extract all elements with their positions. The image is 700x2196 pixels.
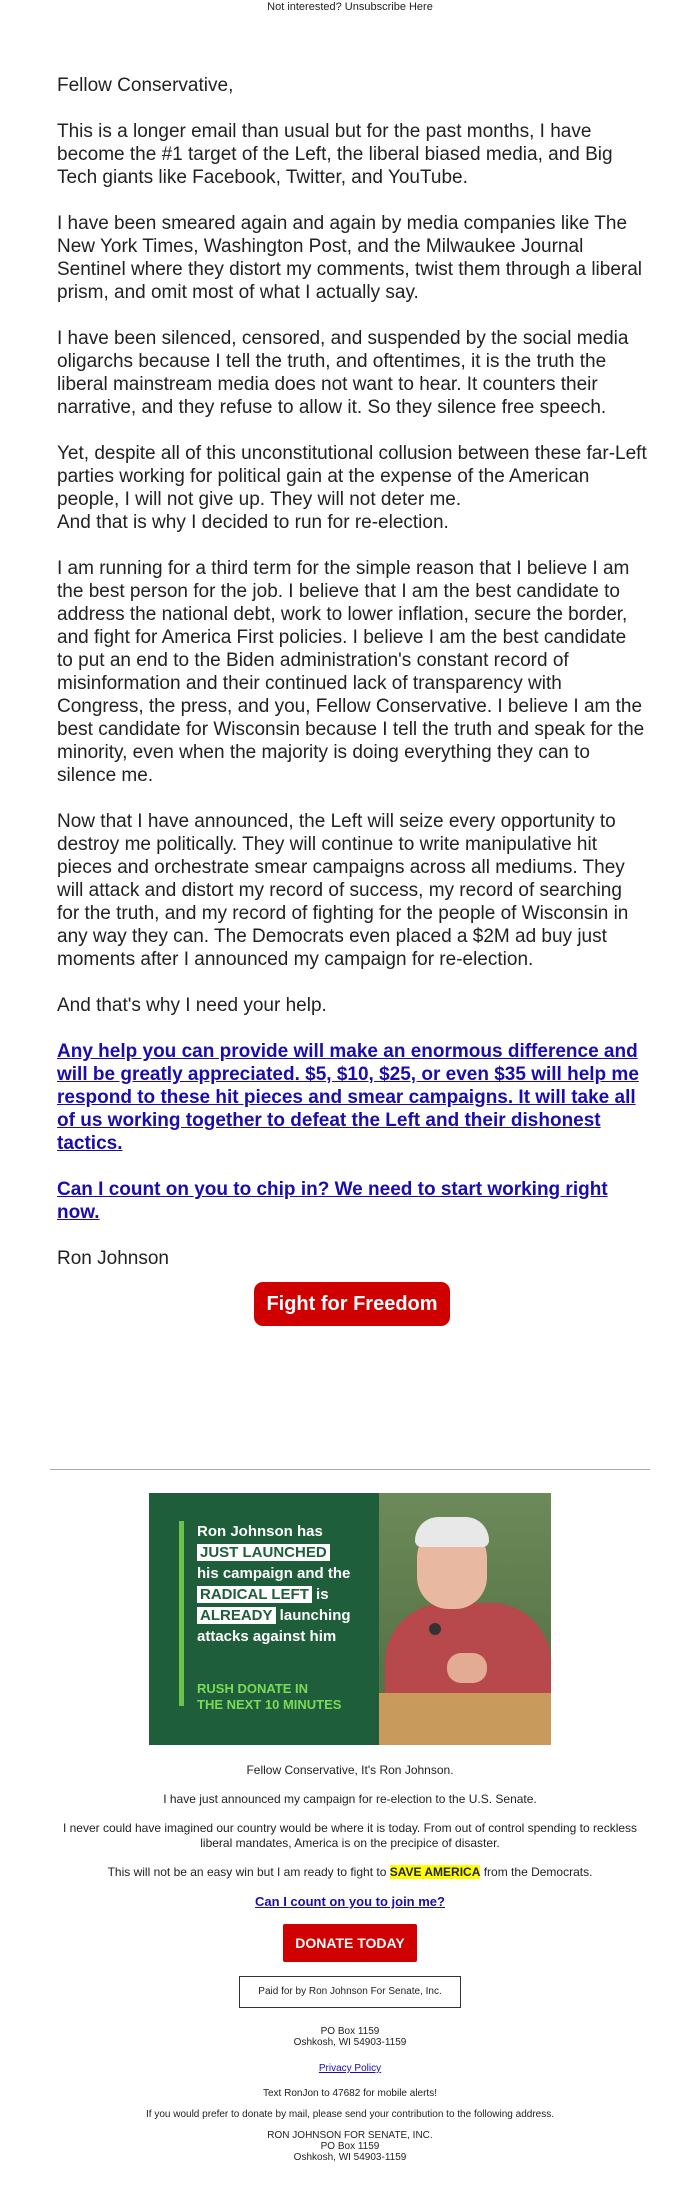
candidate-photo xyxy=(379,1493,551,1745)
banner-accent-bar xyxy=(179,1521,184,1706)
paragraph-silenced: I have been silenced, censored, and suspended by the social media oligarchs because I tell the truth, and oftentimes, it is the truth the liberal mainstream media does not want to hear. It counters their narrative, and they refuse to allow it. So they silence free speech. xyxy=(57,328,629,418)
city: Oshkosh, WI 54903-1159 xyxy=(293,2037,407,2048)
mail-note: If you would prefer to donate by mail, please send your contribution to the following address. xyxy=(145,2109,555,2120)
signature: Ron Johnson xyxy=(57,1248,169,1269)
footer-imagine: I never could have imagined our country would be where it is today. From out of control spending to reckless liberal mandates, America is on the precipice of disaster. xyxy=(62,1821,638,1850)
po-box-2: PO Box 1159 xyxy=(320,2141,380,2152)
po-box: PO Box 1159 xyxy=(320,2026,380,2037)
privacy-policy-link[interactable]: Privacy Policy xyxy=(318,2063,382,2074)
paragraph-target: This is a longer email than usual but for the past months, I have become the #1 target of the Left, the liberal biased media, and Big Tech giants like Facebook, Twitter, and YouTube. xyxy=(57,121,613,188)
paragraph-third-term: I am running for a third term for the simple reason that I believe I am the best person for the job. I believe that I am the best candidate to address the national debt, work to lower inflation, secure the border, and fight for America First policies. I believe I am the best candidate to put an end to the Biden administration's constant record of misinformation and their continued lack of transparency with Congress, the press, and you, Fellow Conservative. I believe I am the best candidate for Wisconsin because I tell the truth and speak for the minority, even when the majority is doing everything they can to silence me. xyxy=(57,558,645,786)
donate-today-button[interactable]: DONATE TODAY xyxy=(283,1924,416,1962)
fight-for-freedom-button[interactable]: Fight for Freedom xyxy=(254,1282,449,1326)
save-america-highlight: SAVE AMERICA xyxy=(389,1865,481,1879)
paid-for-box: Paid for by Ron Johnson For Senate, Inc. xyxy=(239,1976,460,2008)
org-name: RON JOHNSON FOR SENATE, INC. xyxy=(267,2130,433,2141)
paragraph-smeared: I have been smeared again and again by media companies like The New York Times, Washington Post, and the Milwaukee Journal Sentinel where they distort my comments, twist them through a liberal prism, and omit most of what I actually say. xyxy=(57,213,643,303)
unsubscribe-link[interactable]: Not interested? Unsubscribe Here xyxy=(267,1,433,13)
footer xyxy=(60,1763,640,2163)
paragraph-reelection: And that is why I decided to run for re-election. xyxy=(57,512,449,533)
paragraph-collusion: Yet, despite all of this unconstitutional collusion between these far-Left parties working for political gain at the expense of the American people, I will not give up. They will not deter me. xyxy=(57,443,647,510)
paragraph-need-help: And that's why I need your help. xyxy=(57,995,327,1016)
donate-help-link[interactable]: Any help you can provide will make an enormous difference and will be greatly appreciated. $5, $10, $25, or even $35 will help me respond to these hit pieces and smear campaigns. It will take all of us working together to defeat the Left and their dishonest tactics. xyxy=(57,1041,639,1154)
paragraph-announced: Now that I have announced, the Left will seize every opportunity to destroy me politically. They will continue to write manipulative hit pieces and orchestrate smear campaigns across all mediums. They will attack and distort my record of success, my record of searching for the truth, and my record of fighting for the people of Wisconsin in any way they can. The Democrats even placed a $2M ad buy just moments after I announced my campaign for re-election. xyxy=(57,811,629,970)
banner-rush-text: RUSH DONATE IN THE NEXT 10 MINUTES xyxy=(197,1681,342,1712)
divider xyxy=(50,1469,650,1470)
footer-fight: This will not be an easy win but I am ready to fight to SAVE AMERICA from the Democrats. xyxy=(107,1865,593,1879)
campaign-banner[interactable] xyxy=(149,1493,551,1745)
join-me-link[interactable]: Can I count on you to join me? xyxy=(255,1894,445,1909)
text-alerts: Text RonJon to 47682 for mobile alerts! xyxy=(263,2088,437,2099)
salutation: Fellow Conservative, xyxy=(57,75,234,96)
chip-in-link[interactable]: Can I count on you to chip in? We need to start working right now. xyxy=(57,1179,608,1223)
banner-text: Ron Johnson has JUST LAUNCHED his campaign and the RADICAL LEFT is ALREADY launching attacks against him xyxy=(197,1523,351,1645)
city-2: Oshkosh, WI 54903-1159 xyxy=(293,2152,407,2163)
footer-announce: I have just announced my campaign for re-election to the U.S. Senate. xyxy=(163,1792,537,1806)
letter-body xyxy=(57,74,647,1326)
footer-greeting: Fellow Conservative, It's Ron Johnson. xyxy=(246,1763,454,1777)
microphone-icon xyxy=(429,1623,441,1635)
